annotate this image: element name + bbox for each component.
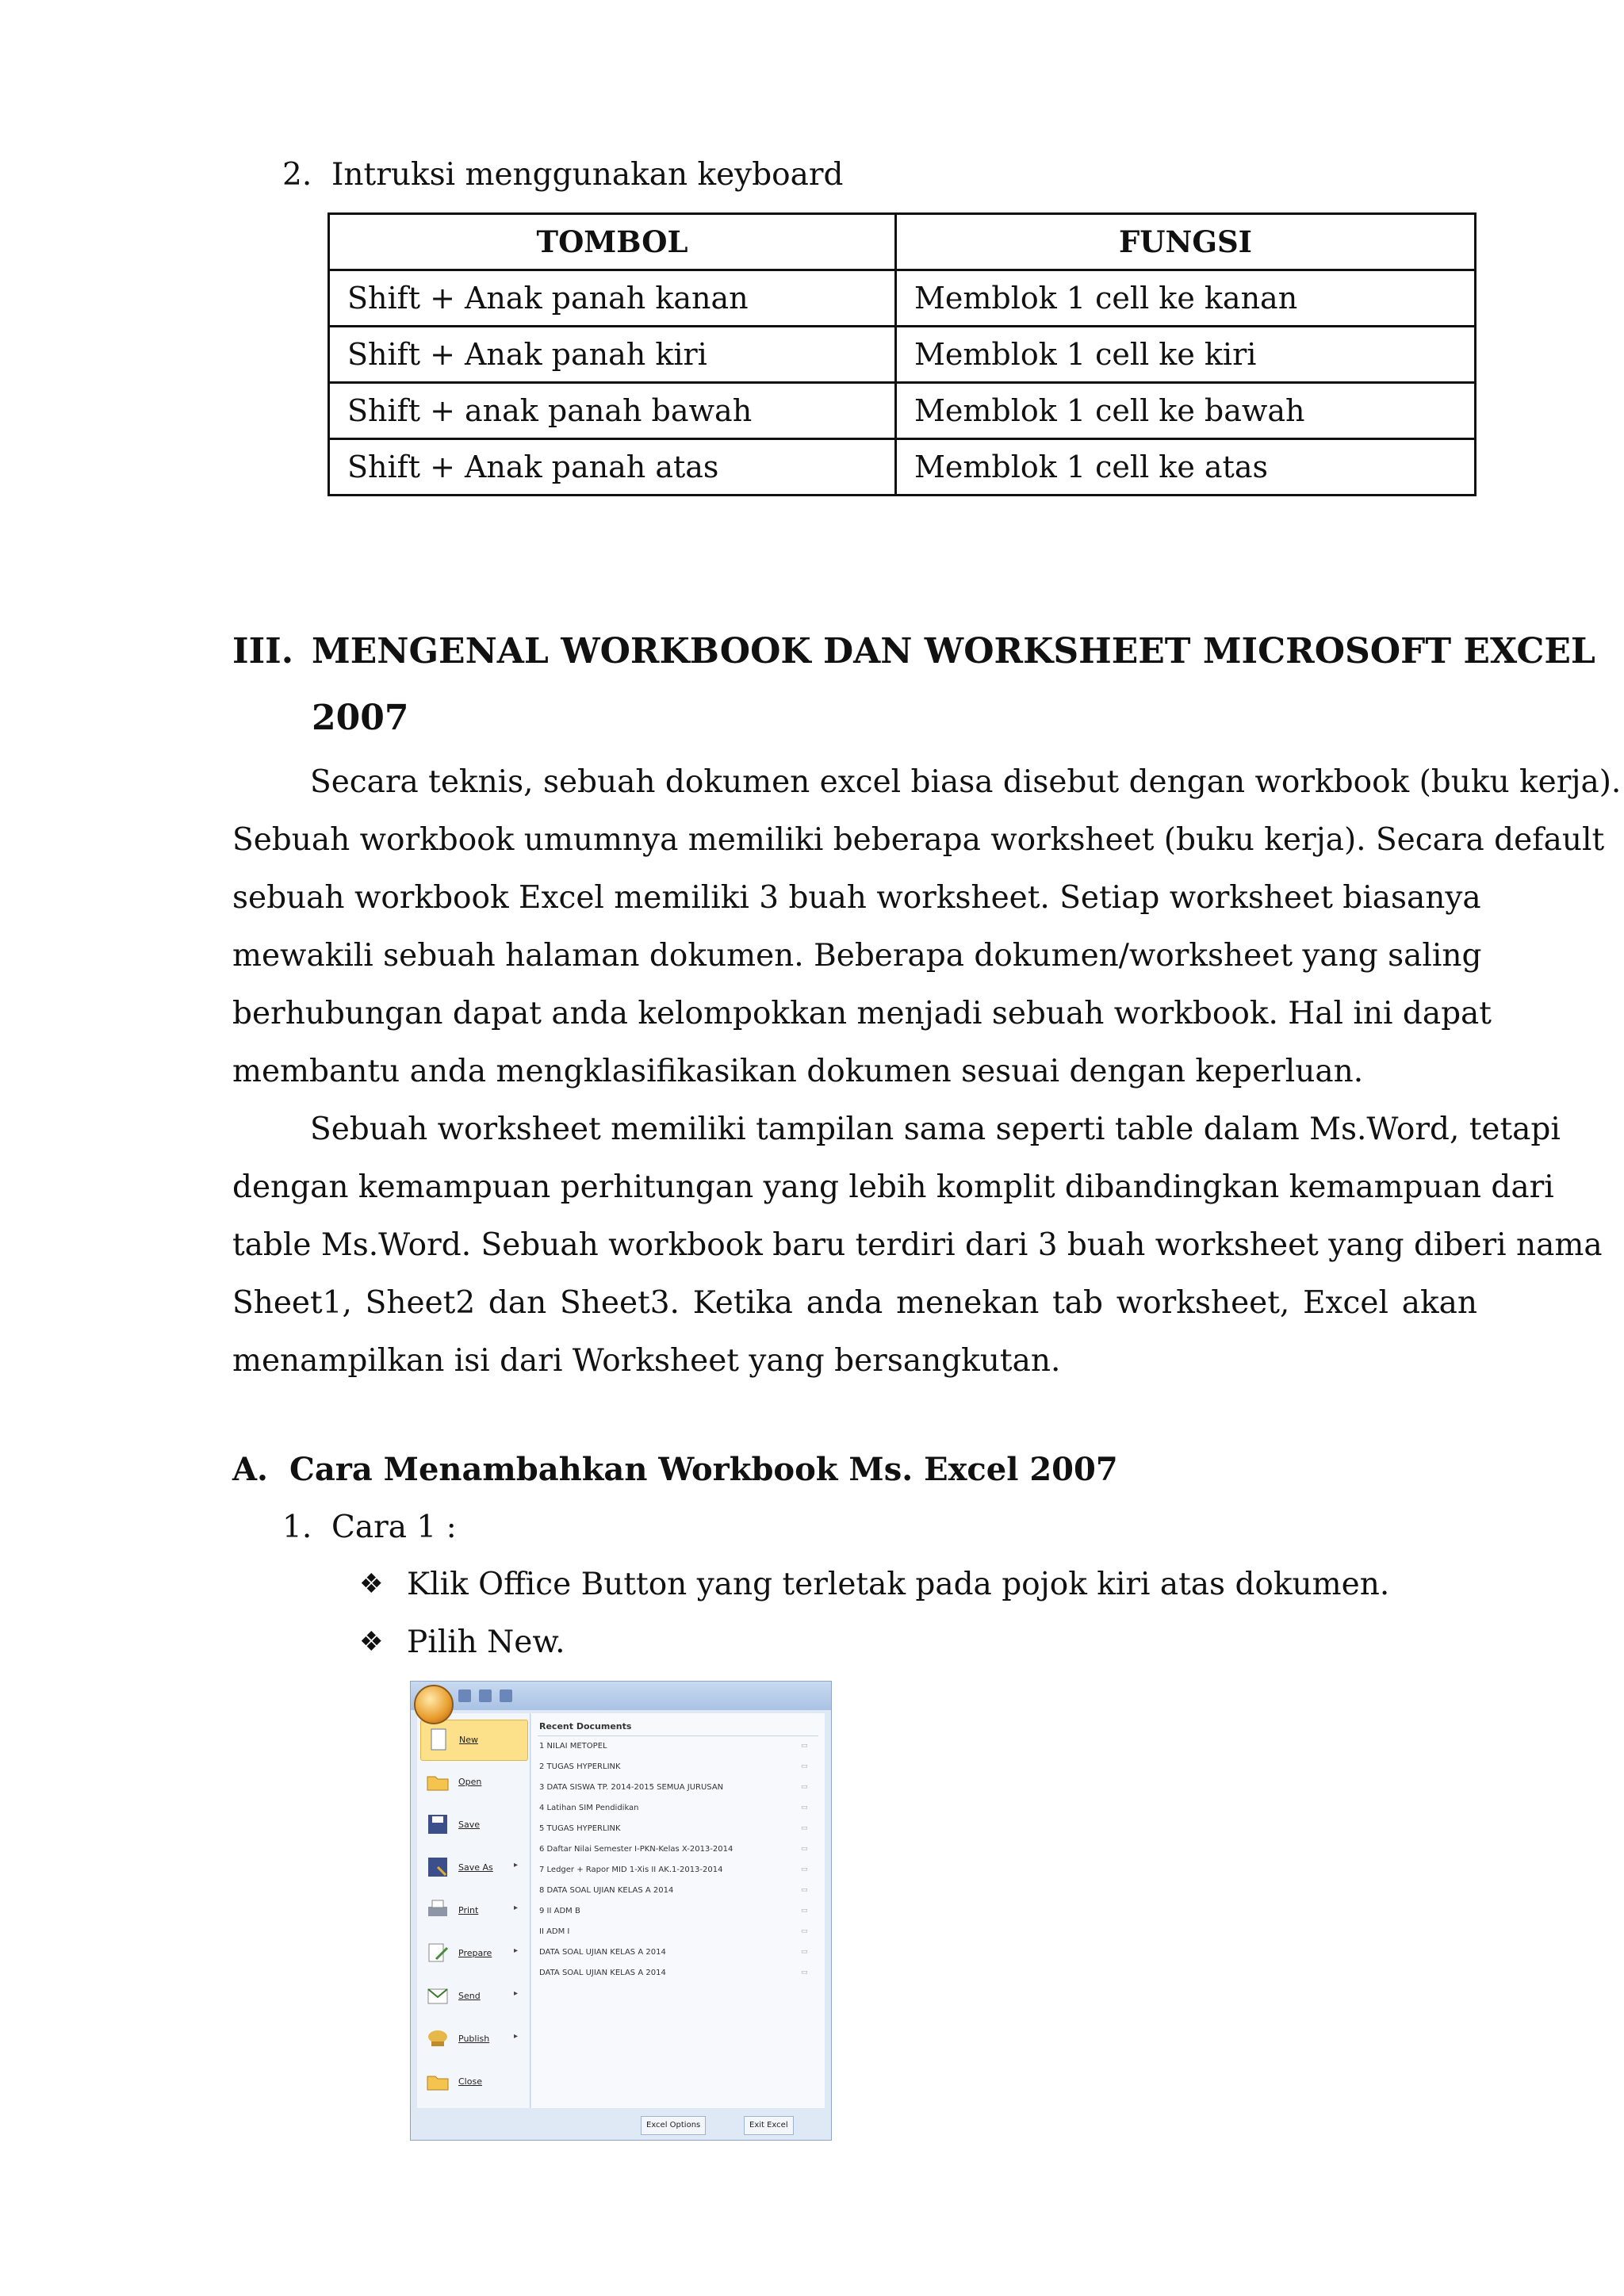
recent-document-item[interactable]: 2 TUGAS HYPERLINK: [539, 1762, 621, 1771]
title-bar: [411, 1682, 831, 1710]
recent-document-item[interactable]: DATA SOAL UJIAN KELAS A 2014: [539, 1969, 666, 1977]
submenu-arrow-icon: ▸: [514, 1904, 519, 1912]
table-cell: Memblok 1 cell ke kanan: [896, 270, 1476, 327]
menu-item-print[interactable]: [420, 1891, 527, 1931]
menu-item-label: Publish: [458, 2034, 490, 2044]
submenu-arrow-icon: ▸: [514, 1946, 519, 1955]
recent-document-item[interactable]: 8 DATA SOAL UJIAN KELAS A 2014: [539, 1886, 674, 1895]
paragraph-line: mewakili sebuah halaman dokumen. Beberapa dokumen/worksheet yang saling: [232, 938, 1482, 974]
paragraph-1: [232, 753, 1622, 1100]
printer-icon: [425, 1897, 450, 1923]
close-folder-icon: [425, 2068, 450, 2094]
paragraph-line: sebuah workbook Excel memiliki 3 buah worksheet. Setiap worksheet biasanya: [232, 880, 1481, 916]
recent-documents-panel: [531, 1713, 825, 2108]
menu-item-label: Save: [458, 1820, 481, 1830]
pin-icon[interactable]: ▭: [801, 1969, 808, 1976]
table-cell: Shift + Anak panah kanan: [329, 270, 896, 327]
table-row: [329, 270, 1476, 327]
menu-item-label: Save As: [458, 1862, 493, 1873]
pin-icon[interactable]: ▭: [801, 1804, 808, 1812]
submenu-arrow-icon: ▸: [514, 2032, 519, 2041]
section-number: III.: [232, 631, 294, 672]
pin-icon[interactable]: ▭: [801, 1866, 808, 1873]
paragraph-line: dengan kemampuan perhitungan yang lebih komplit dibandingkan kemampuan dari: [232, 1169, 1554, 1205]
paragraph-2: [232, 1100, 1603, 1390]
table-row: [329, 383, 1476, 439]
pin-icon[interactable]: ▭: [801, 1824, 808, 1832]
paragraph-line: membantu anda mengklasifikasikan dokumen sesuai dengan keperluan.: [232, 1054, 1364, 1089]
table-header: TOMBOL: [329, 214, 896, 270]
table-cell: Memblok 1 cell ke atas: [896, 439, 1476, 496]
publish-icon: [425, 2026, 450, 2051]
pin-icon[interactable]: ▭: [801, 1886, 808, 1894]
menu-item-label: Prepare: [458, 1948, 492, 1958]
send-icon: [425, 1983, 450, 2008]
table-cell: Memblok 1 cell ke kiri: [896, 327, 1476, 383]
menu-item-save-as[interactable]: [420, 1848, 527, 1888]
table-cell: Shift + Anak panah kiri: [329, 327, 896, 383]
menu-item-label: Send: [458, 1991, 481, 2001]
menu-item-new[interactable]: [420, 1720, 528, 1761]
menu-item-label: Print: [458, 1905, 479, 1915]
pin-icon[interactable]: ▭: [801, 1742, 808, 1750]
pin-icon[interactable]: ▭: [801, 1845, 808, 1853]
recent-document-item[interactable]: 7 Ledger + Rapor MID 1-Xis II AK.1-2013-2014: [539, 1866, 723, 1874]
list-item-text: Intruksi menggunakan keyboard: [331, 157, 844, 193]
section-title-line1: MENGENAL WORKBOOK DAN WORKSHEET MICROSOFT EXCEL: [312, 631, 1595, 672]
list-item-number: 2.: [282, 157, 312, 193]
exit-excel-button[interactable]: Exit Excel: [744, 2116, 794, 2135]
pin-icon[interactable]: ▭: [801, 1783, 808, 1791]
save-as-icon: [425, 1854, 450, 1880]
section-title-line2: 2007: [312, 698, 409, 738]
recent-documents-title: Recent Documents: [539, 1721, 632, 1732]
divider: [538, 1735, 818, 1736]
office-button-icon[interactable]: [414, 1685, 454, 1724]
office-menu-commands: [417, 1713, 530, 2108]
table-header: FUNGSI: [896, 214, 1476, 270]
paragraph-line: menampilkan isi dari Worksheet yang bersangkutan.: [232, 1343, 1061, 1379]
paragraph-line: Sebuah workbook umumnya memiliki beberapa worksheet (buku kerja). Secara default: [232, 822, 1605, 858]
pin-icon[interactable]: ▭: [801, 1948, 808, 1956]
paragraph-line: berhubungan dapat anda kelompokkan menjadi sebuah workbook. Hal ini dapat: [232, 996, 1492, 1031]
subsection-title: Cara Menambahkan Workbook Ms. Excel 2007: [289, 1451, 1118, 1488]
menu-footer: [411, 2110, 831, 2140]
paragraph-line: Sebuah worksheet memiliki tampilan sama seperti table dalam Ms.Word, tetapi: [310, 1112, 1561, 1147]
table-cell: Shift + Anak panah atas: [329, 439, 896, 496]
menu-item-save[interactable]: [420, 1805, 527, 1845]
menu-item-close[interactable]: [420, 2062, 527, 2102]
diamond-bullet-icon: ❖: [359, 1568, 384, 1600]
pin-icon[interactable]: ▭: [801, 1907, 808, 1915]
table-row: [329, 327, 1476, 383]
bullet-text: Klik Office Button yang terletak pada pojok kiri atas dokumen.: [407, 1567, 1390, 1602]
menu-item-label: Open: [458, 1777, 482, 1787]
recent-document-item[interactable]: DATA SOAL UJIAN KELAS A 2014: [539, 1948, 666, 1957]
recent-document-item[interactable]: 4 Latihan SIM Pendidikan: [539, 1804, 639, 1812]
excel-options-button[interactable]: Excel Options: [641, 2116, 706, 2135]
bullet-text: Pilih New.: [407, 1624, 565, 1660]
recent-document-item[interactable]: II ADM I: [539, 1927, 570, 1936]
menu-item-publish[interactable]: [420, 2019, 527, 2059]
submenu-arrow-icon: ▸: [514, 1861, 519, 1869]
diamond-bullet-icon: ❖: [359, 1626, 384, 1658]
step-text: Cara 1 :: [331, 1510, 457, 1545]
table-header-row: [329, 214, 1476, 270]
new-document-icon: [426, 1727, 451, 1752]
prepare-icon: [425, 1940, 450, 1965]
recent-document-item[interactable]: 5 TUGAS HYPERLINK: [539, 1824, 621, 1833]
pin-icon[interactable]: ▭: [801, 1927, 808, 1935]
office-menu-screenshot: [410, 1681, 832, 2141]
keyboard-shortcut-table: [327, 212, 1477, 496]
recent-document-item[interactable]: 9 II ADM B: [539, 1907, 580, 1915]
step-number: 1.: [282, 1510, 312, 1545]
menu-item-send[interactable]: [420, 1976, 527, 2016]
paragraph-line: table Ms.Word. Sebuah workbook baru terdiri dari 3 buah worksheet yang diberi nama: [232, 1227, 1603, 1263]
recent-document-item[interactable]: 1 NILAI METOPEL: [539, 1742, 607, 1751]
recent-document-item[interactable]: 6 Daftar Nilai Semester I-PKN-Kelas X-2013-2014: [539, 1845, 733, 1854]
table-row: [329, 439, 1476, 496]
pin-icon[interactable]: ▭: [801, 1762, 808, 1770]
quick-access-toolbar: [458, 1689, 530, 1702]
menu-item-label: New: [459, 1735, 478, 1745]
paragraph-line: Secara teknis, sebuah dokumen excel biasa disebut dengan workbook (buku kerja).: [310, 764, 1622, 800]
open-folder-icon: [425, 1769, 450, 1794]
menu-item-open[interactable]: [420, 1762, 527, 1802]
paragraph-line: Sheet1, Sheet2 dan Sheet3. Ketika anda menekan tab worksheet, Excel akan: [232, 1285, 1477, 1321]
menu-item-label: Close: [458, 2076, 482, 2087]
submenu-arrow-icon: ▸: [514, 1989, 519, 1998]
save-disk-icon: [425, 1812, 450, 1837]
table-cell: Shift + anak panah bawah: [329, 383, 896, 439]
recent-document-item[interactable]: 3 DATA SISWA TP. 2014-2015 SEMUA JURUSAN: [539, 1783, 724, 1792]
menu-item-prepare[interactable]: [420, 1934, 527, 1973]
table-cell: Memblok 1 cell ke bawah: [896, 383, 1476, 439]
subsection-letter: A.: [232, 1451, 268, 1488]
